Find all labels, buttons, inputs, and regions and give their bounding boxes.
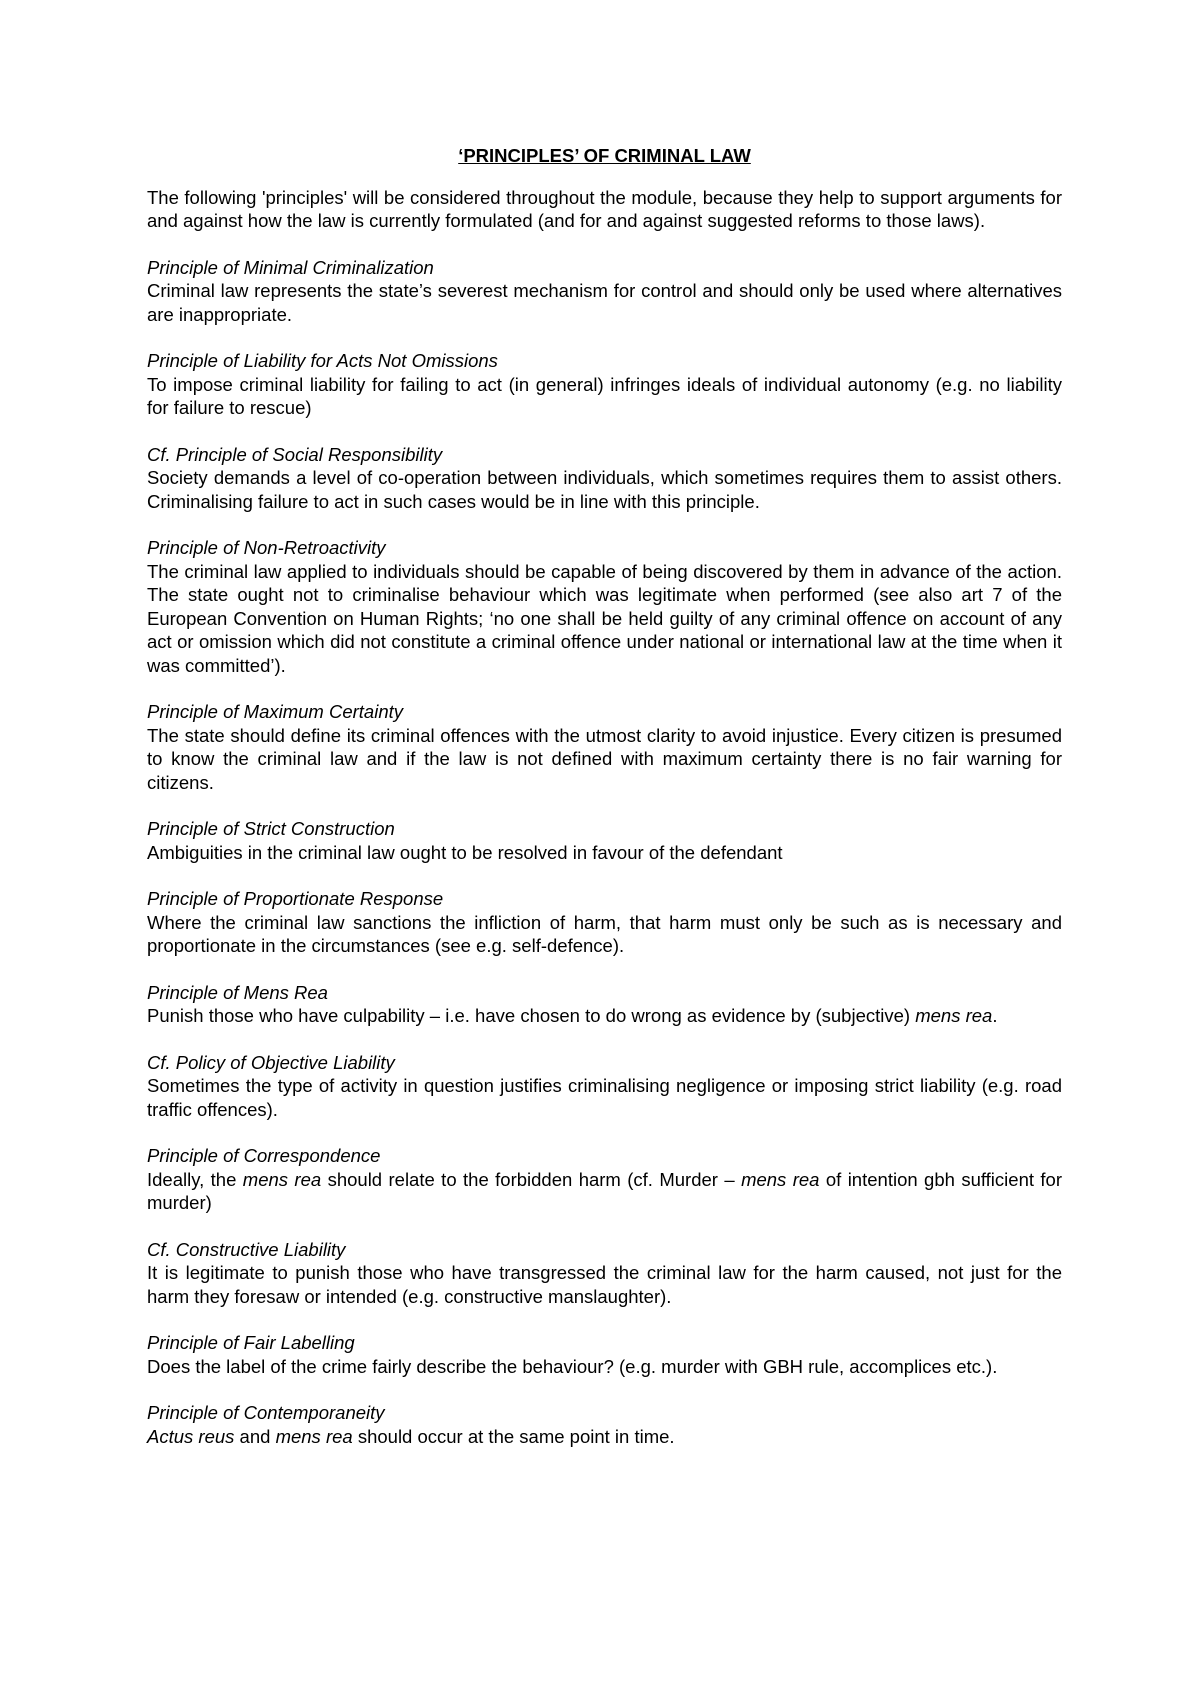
latin-term: Actus reus [147, 1425, 235, 1447]
section-heading: Principle of Contemporaneity [147, 1402, 385, 1423]
section-heading: Principle of Minimal Criminalization [147, 256, 434, 278]
section-body: Where the criminal law sanctions the infliction of harm, that harm must only be such as is necessary and proportionate in the circumstances (see e.g. self-defence). [147, 911, 1062, 956]
body-text: of intention gbh sufficient for murder) [147, 1168, 1062, 1213]
section-heading: Principle of Strict Construction [147, 818, 395, 839]
body-text: should occur at the same point in time. [352, 1425, 675, 1447]
section-strict-construction [147, 817, 1062, 864]
section-heading: Cf. Policy of Objective Liability [147, 1051, 395, 1073]
section-non-retroactivity [147, 536, 1062, 677]
section-heading: Principle of Proportionate Response [147, 888, 444, 909]
section-body: Criminal law represents the state’s severest mechanism for control and should only be used where alternatives are inappropriate. [147, 280, 1062, 325]
section-minimal-criminalization [147, 256, 1062, 327]
section-body [147, 1425, 1062, 1449]
body-text: and [234, 1425, 276, 1447]
section-heading: Principle of Non-Retroactivity [147, 537, 386, 558]
document-title [147, 144, 1062, 168]
section-heading: Principle of Fair Labelling [147, 1332, 355, 1353]
section-body [147, 1168, 1062, 1215]
section-heading: Principle of Maximum Certainty [147, 701, 403, 722]
latin-term: mens rea [242, 1168, 322, 1190]
intro-paragraph: The following 'principles' will be considered throughout the module, because they help to support arguments for and against how the law is currently formulated (and for and against suggested reforms to those laws). [147, 186, 1062, 231]
body-text: Ideally, the [147, 1168, 243, 1190]
latin-term: mens rea [275, 1425, 353, 1447]
body-text: should relate to the forbidden harm (cf. Murder – [321, 1168, 742, 1190]
section-social-responsibility [147, 443, 1062, 514]
document-title-text: ‘PRINCIPLES’ OF CRIMINAL LAW [458, 145, 751, 166]
section-body: Does the label of the crime fairly describe the behaviour? (e.g. murder with GBH rule, accomplices etc.). [147, 1355, 998, 1377]
section-body [147, 1004, 1062, 1028]
section-body: The state should define its criminal offences with the utmost clarity to avoid injustice. Every citizen is presumed to know the criminal law and if the law is not defined with maximum certainty there is no fair warning for citizens. [147, 724, 1062, 793]
document-page [147, 144, 1062, 1471]
section-correspondence [147, 1144, 1062, 1215]
section-constructive-liability [147, 1238, 1062, 1309]
section-body: The criminal law applied to individuals should be capable of being discovered by them in advance of the action. The state ought not to criminalise behaviour which was legitimate when performed (see also art 7 of the European Convention on Human Rights; ‘no one shall be held guilty of any criminal offence on account of any act or omission which did not constitute a criminal offence under national or international law at the time when it was committed’). [147, 560, 1062, 676]
section-fair-labelling [147, 1331, 1062, 1378]
body-text: Punish those who have culpability – i.e. have chosen to do wrong as evidence by (subjective) [147, 1005, 916, 1026]
section-body: It is legitimate to punish those who have transgressed the criminal law for the harm caused, not just for the harm they foresaw or intended (e.g. constructive manslaughter). [147, 1262, 1062, 1307]
section-proportionate-response [147, 887, 1062, 958]
section-heading: Cf. Principle of Social Responsibility [147, 443, 443, 465]
latin-term: mens rea [915, 1005, 993, 1026]
section-heading: Principle of Liability for Acts Not Omissions [147, 350, 498, 371]
section-objective-liability [147, 1051, 1062, 1122]
section-contemporaneity [147, 1401, 1062, 1448]
section-acts-not-omissions [147, 349, 1062, 420]
section-body: To impose criminal liability for failing to act (in general) infringes ideals of individual autonomy (e.g. no liability for failure to rescue) [147, 373, 1062, 418]
section-heading: Cf. Constructive Liability [147, 1238, 346, 1260]
body-text: . [992, 1005, 998, 1026]
section-mens-rea [147, 981, 1062, 1028]
section-body: Sometimes the type of activity in question justifies criminalising negligence or imposing strict liability (e.g. road traffic offences). [147, 1075, 1062, 1120]
section-heading: Principle of Correspondence [147, 1145, 381, 1166]
section-body: Society demands a level of co-operation between individuals, which sometimes requires them to assist others. Criminalising failure to act in such cases would be in line with this principle. [147, 467, 1062, 512]
section-maximum-certainty [147, 700, 1062, 794]
section-heading: Principle of Mens Rea [147, 981, 328, 1003]
section-body: Ambiguities in the criminal law ought to be resolved in favour of the defendant [147, 841, 783, 863]
latin-term: mens rea [741, 1168, 820, 1190]
